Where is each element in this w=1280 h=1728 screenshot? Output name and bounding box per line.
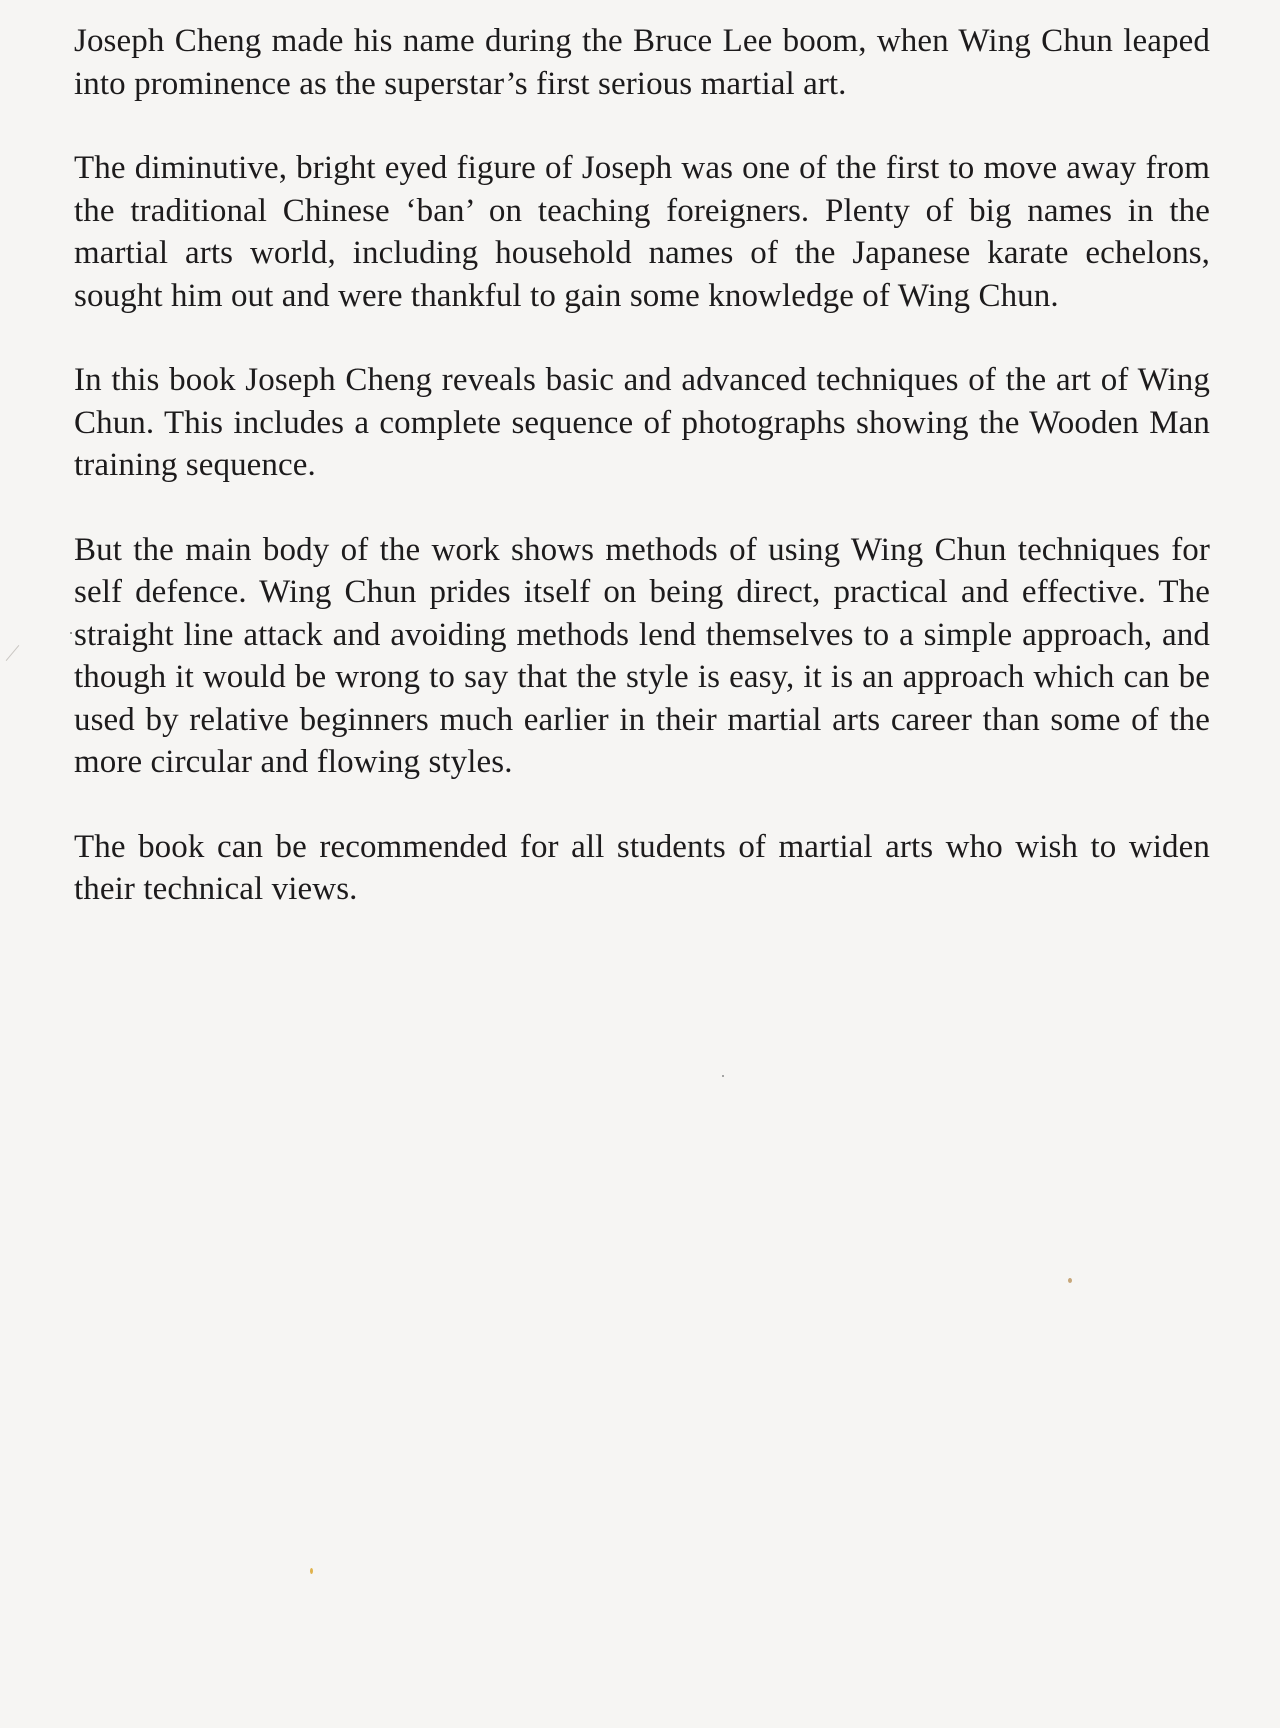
paragraph-intro: Joseph Cheng made his name during the Bruce Lee boom, when Wing Chun leaped into prominence as the superstar’s first serious martial art.: [74, 23, 1210, 102]
paper-speck: [310, 1568, 313, 1574]
blurb-text: [74, 20, 1210, 911]
paragraph-recommendation: The book can be recommended for all students of martial arts who wish to widen their technical views.: [74, 828, 1210, 907]
paragraph-book-contents: In this book Joseph Cheng reveals basic and advanced techniques of the art of Wing Chun. This includes a complete sequence of photographs showing the Wooden Man training sequence.: [74, 362, 1210, 483]
paper-speck: [1068, 1278, 1072, 1283]
paper-scratch: [6, 645, 20, 661]
paragraph-self-defence: But the main body of the work shows methods of using Wing Chun techniques for self defence. Wing Chun prides itself on being direct, practical and effective. The straight line attack and avoiding methods lend themselves to a simple approach, and though it would be wrong to say that the style is easy, it is an approach which can be used by relative beginners much earlier in their martial arts career than some of the more circular and flowing styles.: [74, 531, 1210, 780]
paragraph-joseph-description: The diminutive, bright eyed figure of Joseph was one of the first to move away from the traditional Chinese ‘ban’ on teaching foreigners. Plenty of big names in the martial arts world, including household names of the Japanese karate echelons, sought him out and were thankful to gain some knowledge of Wing Chun.: [74, 150, 1210, 314]
paper-speck: [70, 632, 72, 634]
paper-speck: [722, 1075, 724, 1077]
